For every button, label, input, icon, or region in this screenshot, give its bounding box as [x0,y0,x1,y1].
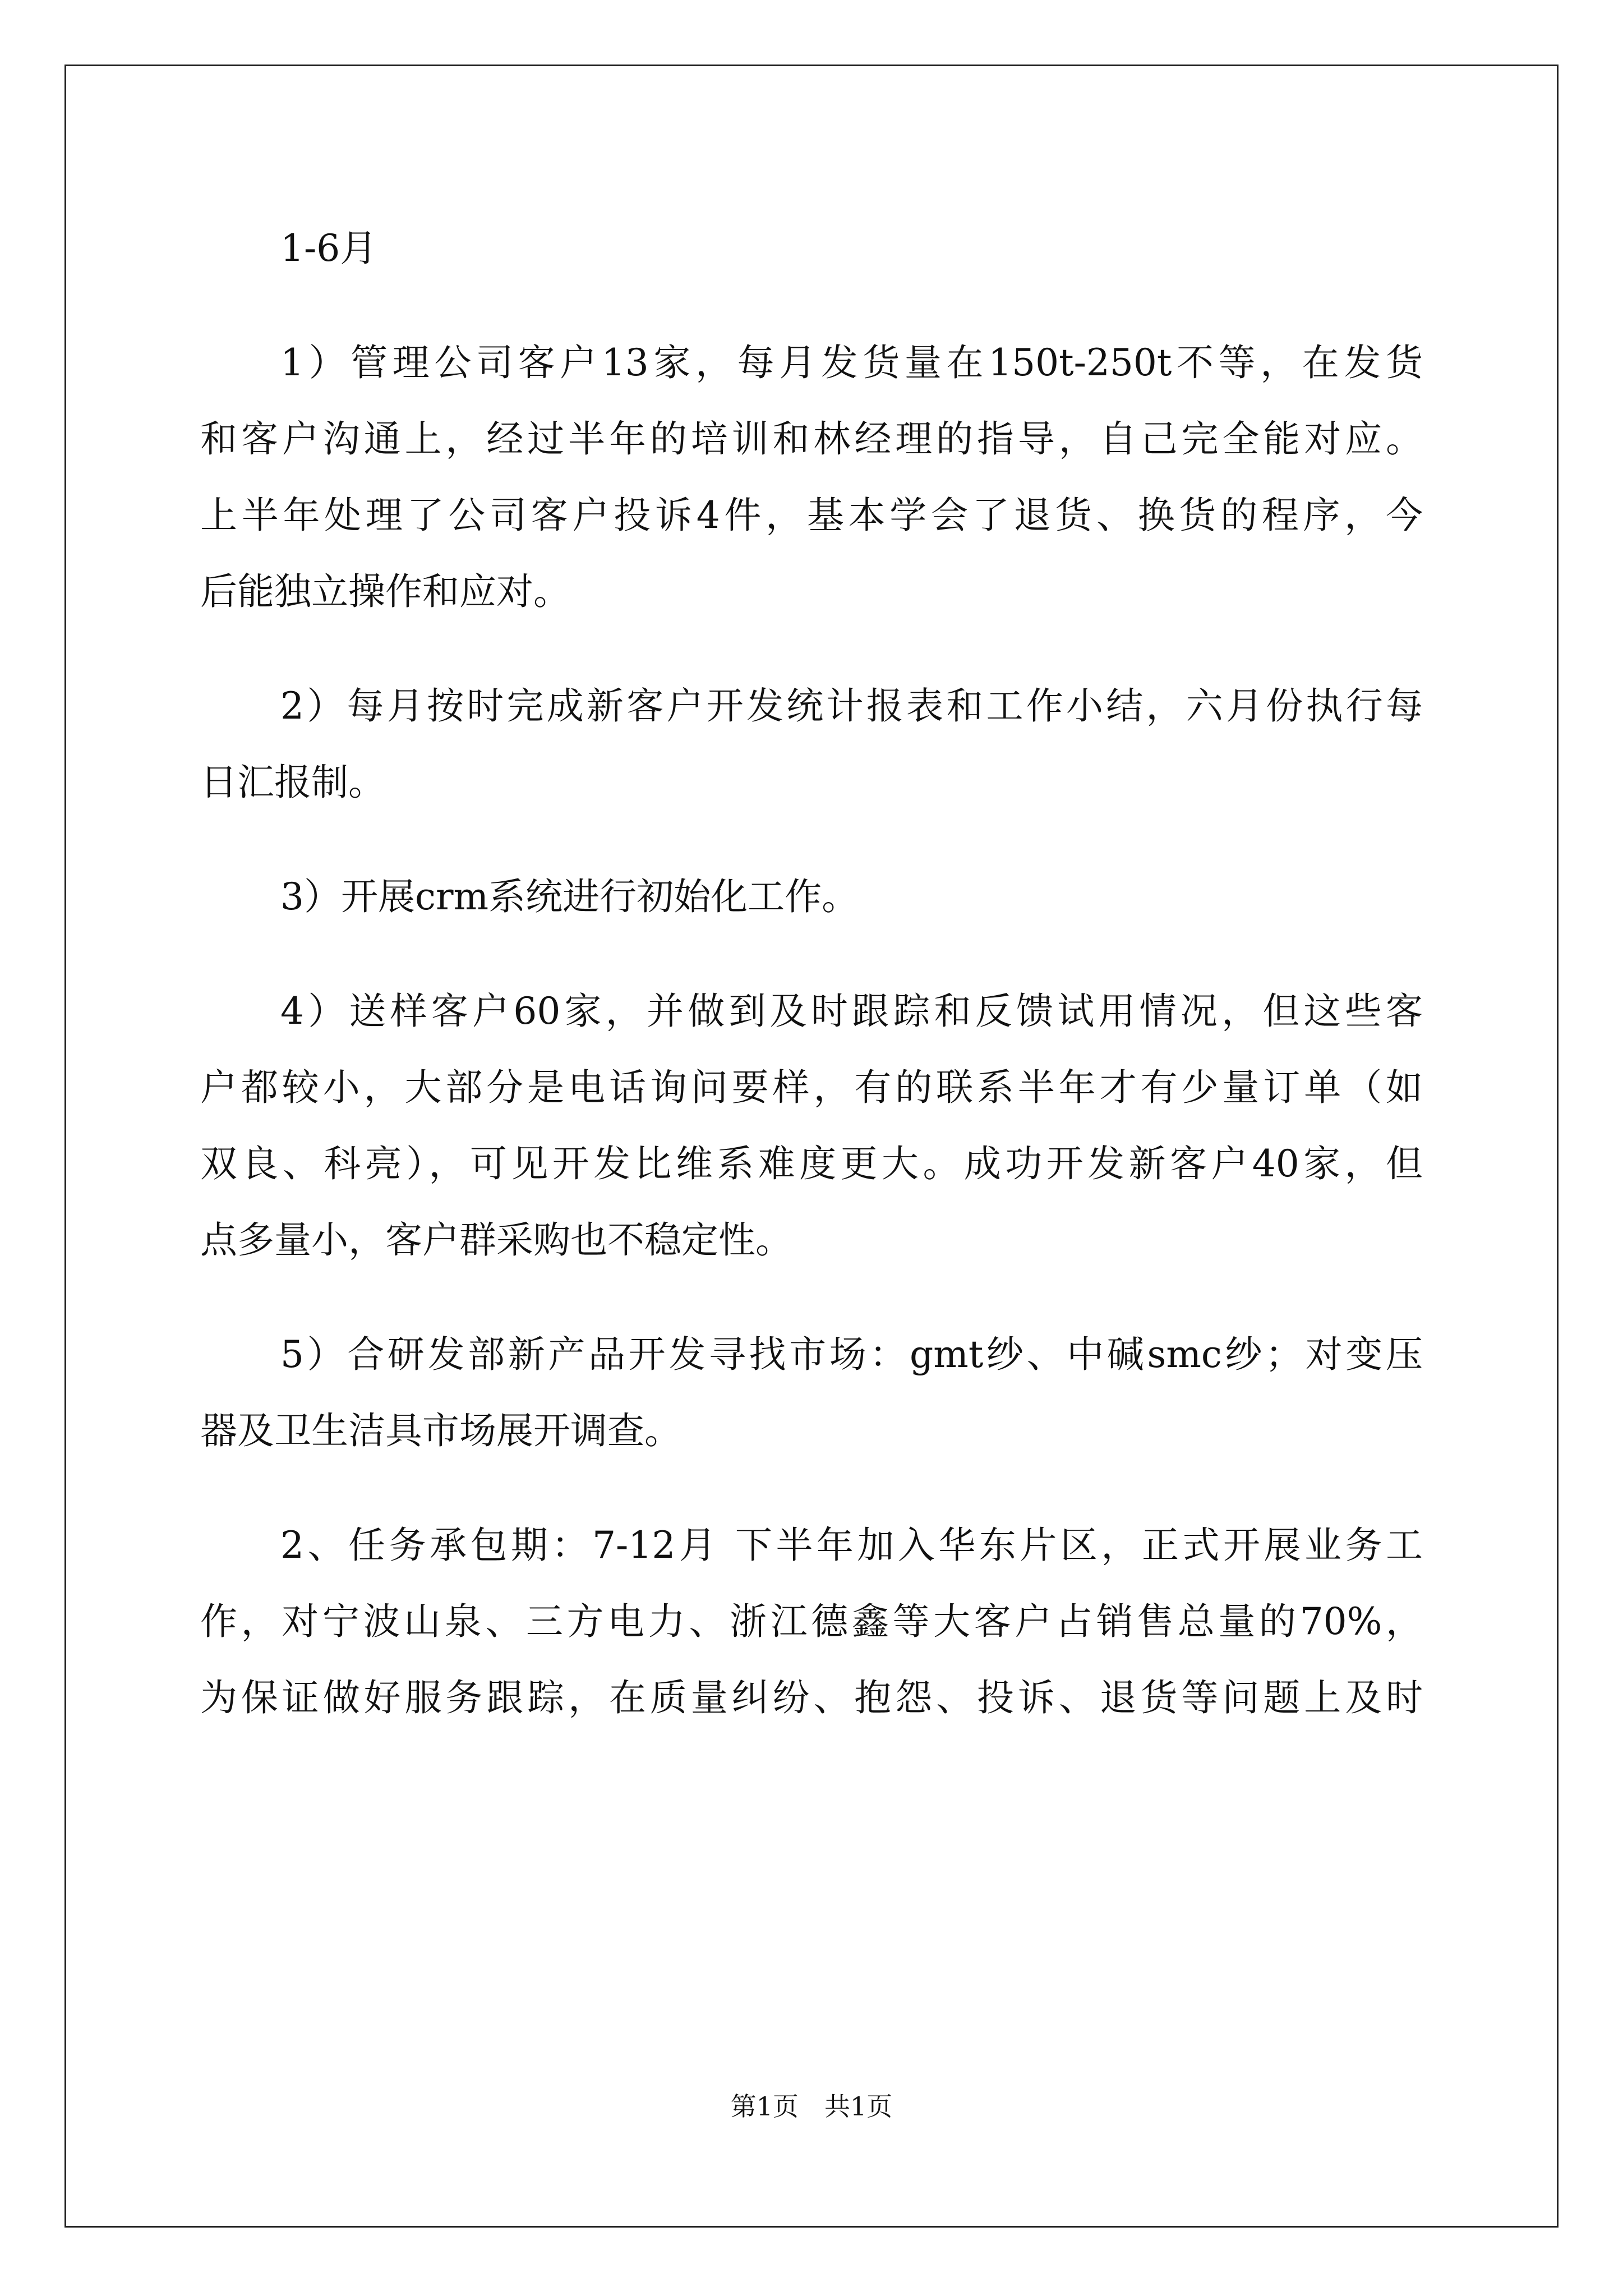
text-line: 4）送样客户60家，并做到及时跟踪和反馈试用情况，但这些客 [280,990,1423,1033]
text-line: 3）开展crm系统进行初始化工作。 [280,875,859,918]
text-line: 日汇报制。 [200,761,385,804]
text-line: 上半年处理了公司客户投诉4件，基本学会了退货、换货的程序，今 [200,494,1423,537]
text-line: 作，对宁波山泉、三方电力、浙江德鑫等大客户占销售总量的70%， [200,1600,1423,1643]
text-line: 器及卫生洁具市场展开调查。 [200,1409,681,1452]
text-line: 2、任务承包期：7-12月 下半年加入华东片区，正式开展业务工 [280,1524,1423,1567]
text-line: 后能独立操作和应对。 [200,570,570,613]
document-body [200,210,1423,1736]
text-line: 点多量小，客户群采购也不稳定性。 [200,1218,792,1262]
text-line: 1-6月 [280,227,377,270]
text-line: 2）每月按时完成新客户开发统计报表和工作小结，六月份执行每 [280,684,1423,728]
text-line: 和客户沟通上，经过半年的培训和林经理的指导，自己完全能对应。 [200,417,1423,461]
text-line: 双良、科亮），可见开发比维系难度更大。成功开发新客户40家，但 [200,1142,1423,1185]
page-number-label: 第1页 共1页 [730,2091,893,2122]
text-line: 户都较小，大部分是电话询问要样，有的联系半年才有少量订单（如 [200,1066,1423,1109]
text-line: 为保证做好服务跟踪，在质量纠纷、抱怨、投诉、退货等问题上及时 [200,1676,1423,1719]
text-line: 1）管理公司客户13家，每月发货量在150t-250t不等，在发货 [280,341,1423,384]
text-line: 5）合研发部新产品开发寻找市场：gmt纱、中碱smc纱；对变压 [280,1333,1423,1376]
page-footer [0,2090,1623,2123]
